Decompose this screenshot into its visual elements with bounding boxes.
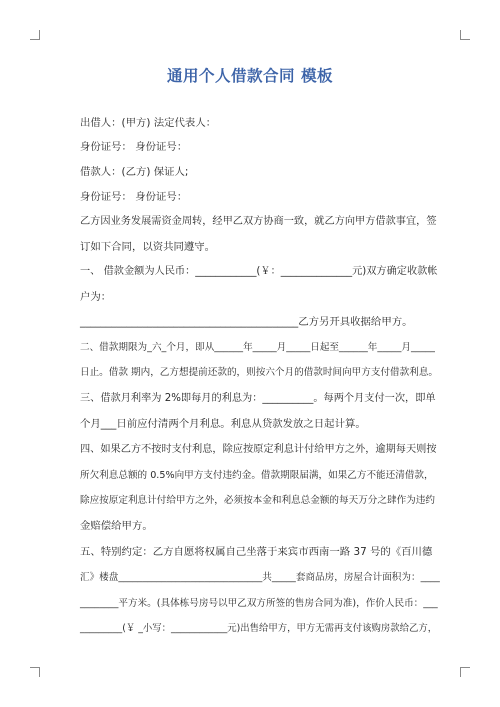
document-title: 通用个人借款合同 模板 [167, 67, 333, 85]
clause-4-line-1: 四、如果乙方不按时支付利息，除应按原定利息计付给甲方之外，逾期每天则按 [80, 444, 437, 455]
clause-5-line-4: _________(￥ _小写：____________元)出售给甲方，甲方无需再支付该购房款给乙方， [80, 623, 438, 634]
borrower-id-line: 身份证号： 身份证号： [80, 191, 188, 203]
clause-3-line-1: 三、借款月利率为 2%即每月的利息为：__________。每两个月支付一次，即单 [80, 393, 436, 404]
clause-1-line-1: 一、 借款金额为人民币：____________(￥：______________元)双方确定收款帐 [80, 266, 438, 277]
clause-1-line-3: __________________________________________乙方另开具收据给甲方。 [80, 316, 413, 328]
borrower-line: 借款人：(乙方) 保证人; [80, 166, 189, 178]
crop-mark-bottom-left [30, 667, 40, 677]
clause-1-line-2: 户为： [80, 291, 112, 303]
lender-line: 出借人：(甲方) 法定代表人： [80, 117, 217, 129]
clause-5-line-2: 汇》楼盘______________________________共_____套商品房，房屋合计面积为：____ [80, 572, 440, 583]
clause-5-line-3: ________平方米。(具体栋号房号以甲乙双方所签的售房合同为准)，作价人民币：___ [80, 598, 438, 609]
clause-4-line-2: 所欠利息总额的 0.5%向甲方支付违约金。借款期限届满，如果乙方不能还清借款， [80, 470, 434, 481]
clause-3-line-2: 个月___日前应付清两个月利息。利息从贷款发放之日起计算。 [80, 418, 366, 430]
lender-id-line: 身份证号： 身份证号： [80, 141, 188, 153]
crop-mark-top-left [30, 30, 40, 40]
clause-4-line-4: 金赔偿给甲方。 [80, 520, 153, 532]
clause-2-line-2: 日止。借款 期内，乙方想提前还款的，则按六个月的借款时间向甲方支付借款利息。 [80, 367, 439, 378]
crop-mark-top-right [460, 30, 470, 40]
crop-mark-bottom-right [460, 667, 470, 677]
clause-2-line-1: 二、借款期限为_六_个月，即从______年_____月_____日起至______年_____月_____ [80, 342, 435, 353]
clause-5-line-1: 五、特别约定：乙方自愿将权属自己坐落于来宾市西南一路 37 号的《百川德 [80, 546, 433, 558]
clause-4-line-3: 除应按原定利息计付给甲方之外，必须按本金和利息总金额的每天万分之肆作为违约 [80, 495, 435, 506]
preamble-line-2: 订如下合同，以资共同遵守。 [80, 241, 216, 253]
preamble-line-1: 乙方因业务发展需资金周转，经甲乙双方协商一致，就乙方向甲方借款事宜，签 [80, 216, 437, 227]
